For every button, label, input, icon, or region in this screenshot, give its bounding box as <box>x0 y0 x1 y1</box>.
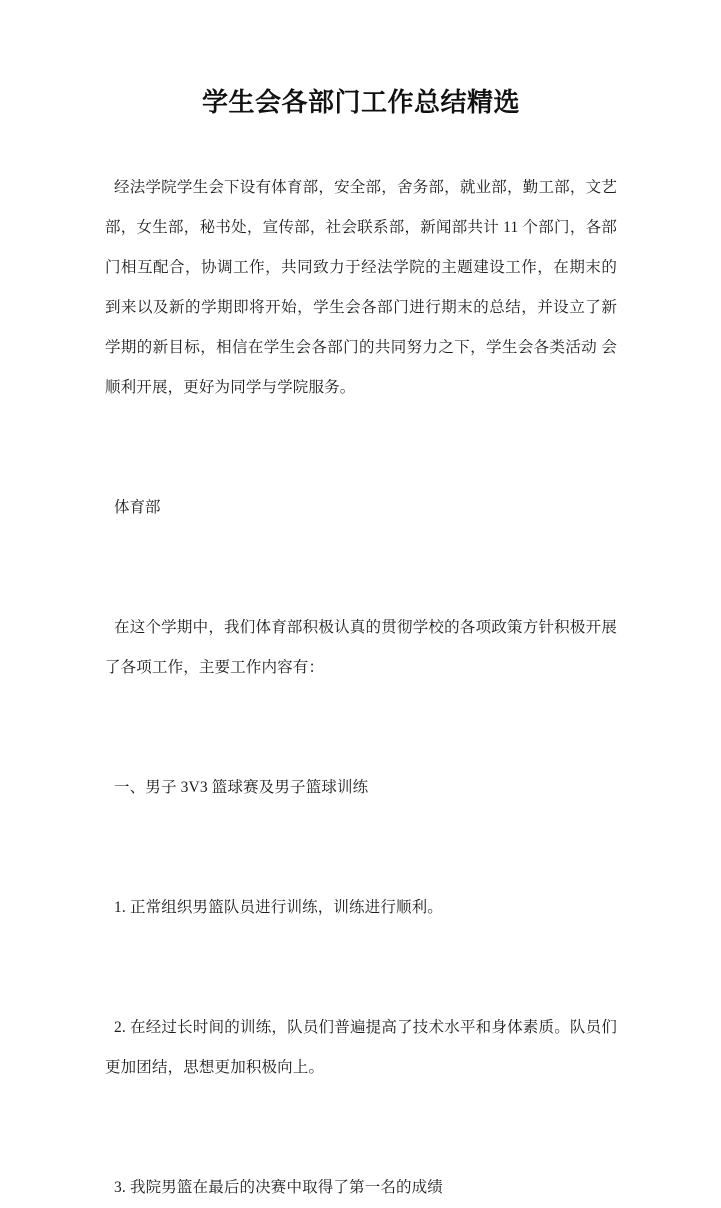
paragraph-gap <box>105 448 617 488</box>
intro-paragraph: 经法学院学生会下设有体育部，安全部，舍务部，就业部，勤工部，文艺部，女生部，秘书处，宣传部，社会联系部，新闻部共计 11 个部门，各部门相互配合，协调工作，共同致力于经法学院的主题建设工作，在期末的到来以及新的学期即将开始，学生会各部门进行期末的总结，并设立了新学期的新目标，相信在学生会各部门的共同努力之下，学生会各类活动 会顺利开展，更好为同学与学院服务。 <box>105 179 617 396</box>
paragraph-gap <box>105 528 617 568</box>
paragraph-gap <box>105 728 617 768</box>
document-body <box>105 0 617 1208</box>
paragraph-gap <box>105 928 617 968</box>
section-heading-sports-department: 体育部 <box>114 499 161 516</box>
paragraph-gap <box>105 848 617 888</box>
paragraph-gap <box>105 408 617 448</box>
list-item: 3. 我院男篮在最后的决赛中取得了第一名的成绩 <box>114 1179 443 1196</box>
paragraph-gap <box>105 688 617 728</box>
title-spacer <box>105 120 617 168</box>
paragraph-gap <box>105 1128 617 1168</box>
paragraph-gap <box>105 1088 617 1128</box>
list-item: 1. 正常组织男篮队员进行训练，训练进行顺利。 <box>114 899 443 916</box>
list-heading-basketball: 一、男子 3V3 篮球赛及男子篮球训练 <box>114 779 369 796</box>
page-title: 学生会各部门工作总结精选 <box>201 88 520 117</box>
list-item: 2. 在经过长时间的训练，队员们普遍提高了技术水平和身体素质。队员们更加团结，思想更加积极向上。 <box>105 1019 617 1076</box>
paragraph-gap <box>105 808 617 848</box>
paragraph-gap <box>105 568 617 608</box>
paragraph-gap <box>105 968 617 1008</box>
sports-department-intro-paragraph: 在这个学期中，我们体育部积极认真的贯彻学校的各项政策方针积极开展了各项工作，主要工作内容有： <box>105 619 617 676</box>
